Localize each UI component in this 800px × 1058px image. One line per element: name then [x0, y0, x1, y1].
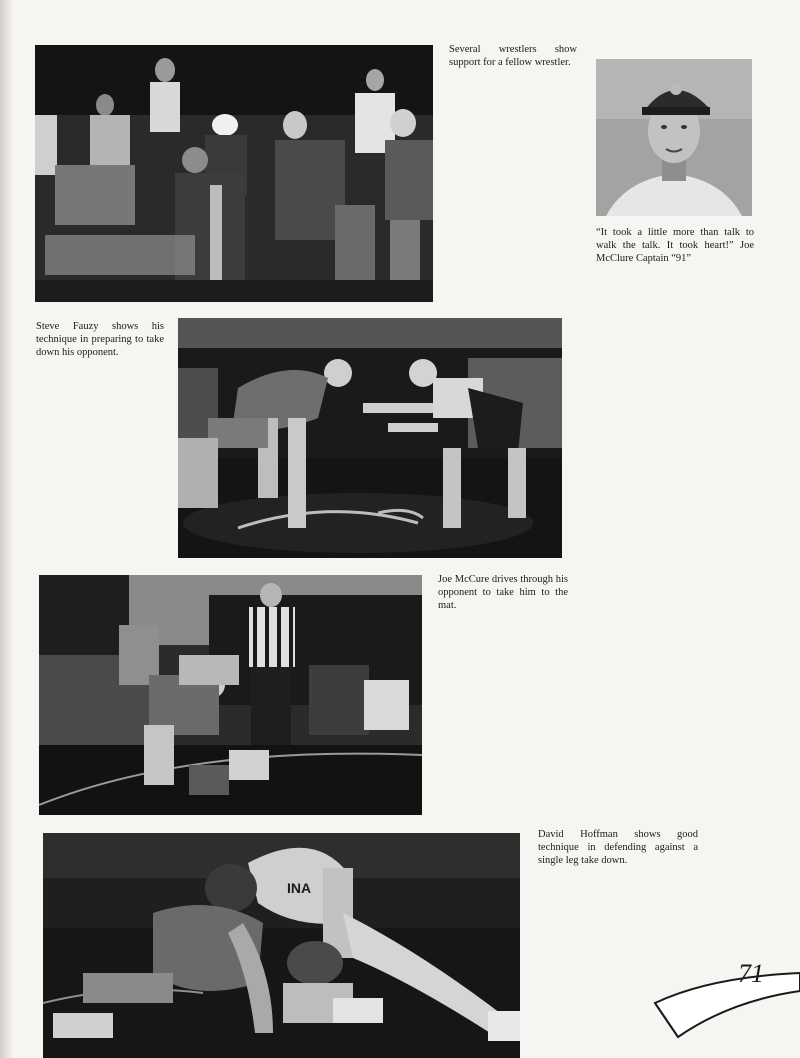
caption-quote: “It took a little more than talk to walk the talk. It took heart!” Joe McClure Captain “91”	[596, 227, 754, 265]
photo-steve-fauzy	[178, 318, 562, 558]
caption-support: Several wrestlers show support for a fellow wrestler.	[449, 44, 577, 69]
singlet-lettering: INA	[287, 880, 312, 896]
caption-fauzy: Steve Fauzy shows his technique in preparing to take down his opponent.	[36, 321, 164, 359]
page-number: 71	[738, 959, 764, 988]
caption-hoffman: David Hoffman shows good technique in defending against a single leg take down.	[538, 829, 698, 867]
photo-joe-mccure	[39, 575, 422, 815]
photo-portrait-joe-mcclure	[596, 59, 752, 216]
photo-david-hoffman	[43, 833, 520, 1058]
page-number-folio	[650, 955, 800, 1045]
photo-wrestlers-bench	[35, 45, 433, 302]
caption-mccure: Joe McCure drives through his opponent to take him to the mat.	[438, 574, 568, 612]
page-binding-edge	[0, 0, 14, 1058]
